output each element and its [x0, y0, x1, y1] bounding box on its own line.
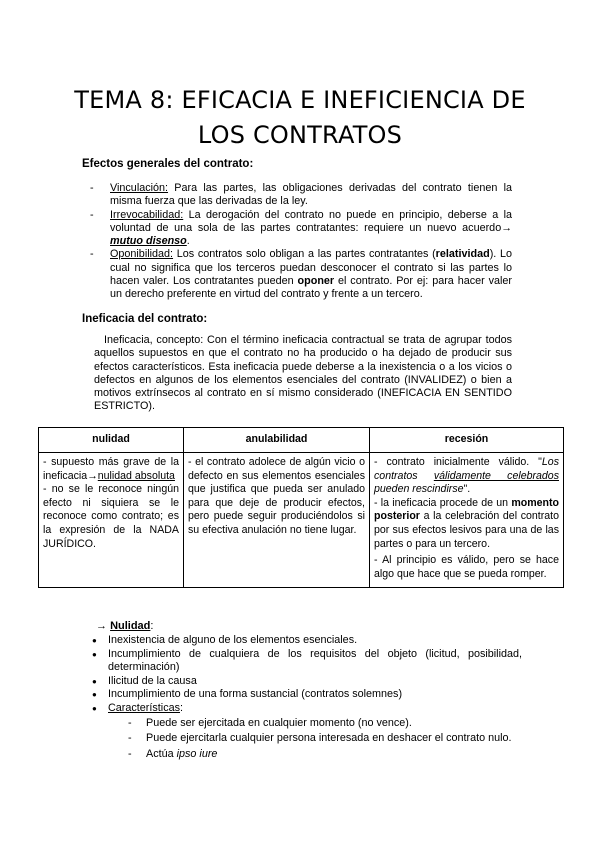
table-header-cell: nulidad	[39, 428, 184, 453]
cell-text: - la ineficacia procede de un	[374, 496, 512, 509]
cell-text: ".	[463, 483, 471, 496]
term-text: Para las partes, las obligaciones derivadas del contrato tienen la misma fuerza que las derivadas de la ley.	[110, 182, 512, 208]
term-text: ). Lo cual no significa que los terceros puedan desconocer el contrato si las partes lo hacen valer. Los contratantes pueden	[110, 248, 512, 288]
nulidad-heading-label: Nulidad	[110, 620, 151, 632]
cell-text: - supuesto más grave de la ineficacia→	[43, 456, 179, 482]
cell-nulidad	[39, 453, 184, 588]
sub-list-item: - Puede ejercitarla cualquier persona interesada en deshacer el contrato nulo.	[128, 731, 522, 747]
cell-recesion	[370, 453, 564, 588]
table-header-cell: recesión	[370, 428, 564, 453]
term-text: el contrato. Por ej: para hacer valer un derecho preferente en virtud del contrato y frente a un tercero.	[110, 275, 512, 301]
cell-italic-underlined-text: válidamente celebrados	[433, 469, 559, 482]
emphasis-text: mutuo disenso	[110, 235, 187, 248]
ineficacia-paragraph: Ineficacia, concepto: Con el término ineficacia contractual se trata de agrupar todos aquellos supuestos en que el contrato no ha producido o ha dejado de producir sus efectos característicos. Esta ineficacia puede deberse a la inexistencia o a los vicios o defectos en algunos de los elementos esenciales del contrato (INVALIDEZ) o bien a motivos extrínsecos al contrato en sí mismo considerado (INEFICACIA EN SENTIDO ESTRICTO).	[94, 334, 512, 413]
caracteristicas-label: Características	[108, 701, 180, 714]
term-label: Oponibilidad:	[110, 248, 174, 261]
sub-list-item: - Puede ser ejercitada en cualquier momento (no vence).	[128, 716, 522, 732]
efecto-oponibilidad	[94, 248, 512, 301]
efecto-vinculacion	[94, 182, 512, 209]
cell-anulabilidad: - el contrato adolece de algún vicio o defecto en sus elementos esenciales que justifica que pueda ser anulado para que deje de producir efectos, pero puede seguir produciéndolos si su efectiva anulación no tiene lugar.	[184, 453, 370, 588]
arrow-icon: →	[96, 620, 111, 632]
efecto-irrevocabilidad	[94, 209, 512, 249]
cell-underlined-text: nulidad absoluta	[97, 469, 175, 482]
list-item: ● Incumplimiento de cualquiera de los requisitos del objeto (licitud, posibilidad, determinación)	[92, 648, 522, 675]
cell-text: - no se le reconoce ningún efecto ni siquiera se le reconoce como contrato; es la expresión de la NADA JURÍDICO.	[43, 483, 179, 550]
comparison-table	[38, 427, 564, 588]
page-title-line-1: TEMA 8: EFICACIA E INEFICIENCIA DE	[74, 86, 526, 114]
cell-bold-text: momento posterior	[374, 496, 559, 523]
list-item: ● Inexistencia de alguno de los elementos esenciales.	[92, 634, 522, 648]
efectos-list	[94, 182, 512, 302]
cell-italic-text: Los contratos	[374, 456, 559, 482]
table-row	[39, 453, 564, 588]
list-item: ● Incumplimiento de una forma sustancial (contratos solemnes)	[92, 688, 522, 702]
sub-item-text: Actúa	[146, 747, 177, 760]
page-title-line-2: LOS CONTRATOS	[197, 121, 403, 149]
nulidad-heading	[96, 620, 153, 632]
caracteristicas-list	[108, 716, 522, 763]
cell-italic-text: pueden rescindirse	[374, 483, 464, 496]
term-label: Irrevocabilidad:	[110, 208, 184, 221]
section-heading-ineficacia: Ineficacia del contrato:	[82, 313, 208, 325]
bold-text: relatividad	[435, 248, 490, 261]
list-item: ● Ilicitud de la causa	[92, 675, 522, 689]
heading-colon: :	[150, 620, 154, 632]
section-heading-efectos: Efectos generales del contrato:	[82, 158, 254, 170]
cell-text: - Al principio es válido, pero se hace algo que hace que se pueda romper.	[374, 554, 559, 580]
list-item-caracteristicas	[92, 702, 522, 762]
sub-list-item	[128, 747, 522, 763]
table-header-row	[39, 428, 564, 453]
cell-paragraph	[374, 497, 559, 551]
term-label: Vinculación:	[110, 182, 169, 194]
bold-text: oponer	[297, 275, 335, 288]
cell-text: a la celebración del contrato por sus efectos lesivos para una de las partes o para un tercero.	[374, 510, 559, 550]
table-header-cell: anulabilidad	[184, 428, 370, 453]
term-text: Los contratos solo obligan a las partes contratantes (	[173, 248, 436, 261]
label-colon: :	[180, 701, 183, 714]
term-tail: .	[186, 235, 190, 248]
sub-item-italic: ipso iure	[176, 747, 218, 760]
term-text: La derogación del contrato no puede en principio, deberse a la voluntad de una sola de las partes contratantes: requiere un nuevo acuerdo→	[110, 208, 512, 234]
nulidad-list	[92, 634, 522, 762]
cell-text: - contrato inicialmente válido. "	[374, 456, 542, 468]
